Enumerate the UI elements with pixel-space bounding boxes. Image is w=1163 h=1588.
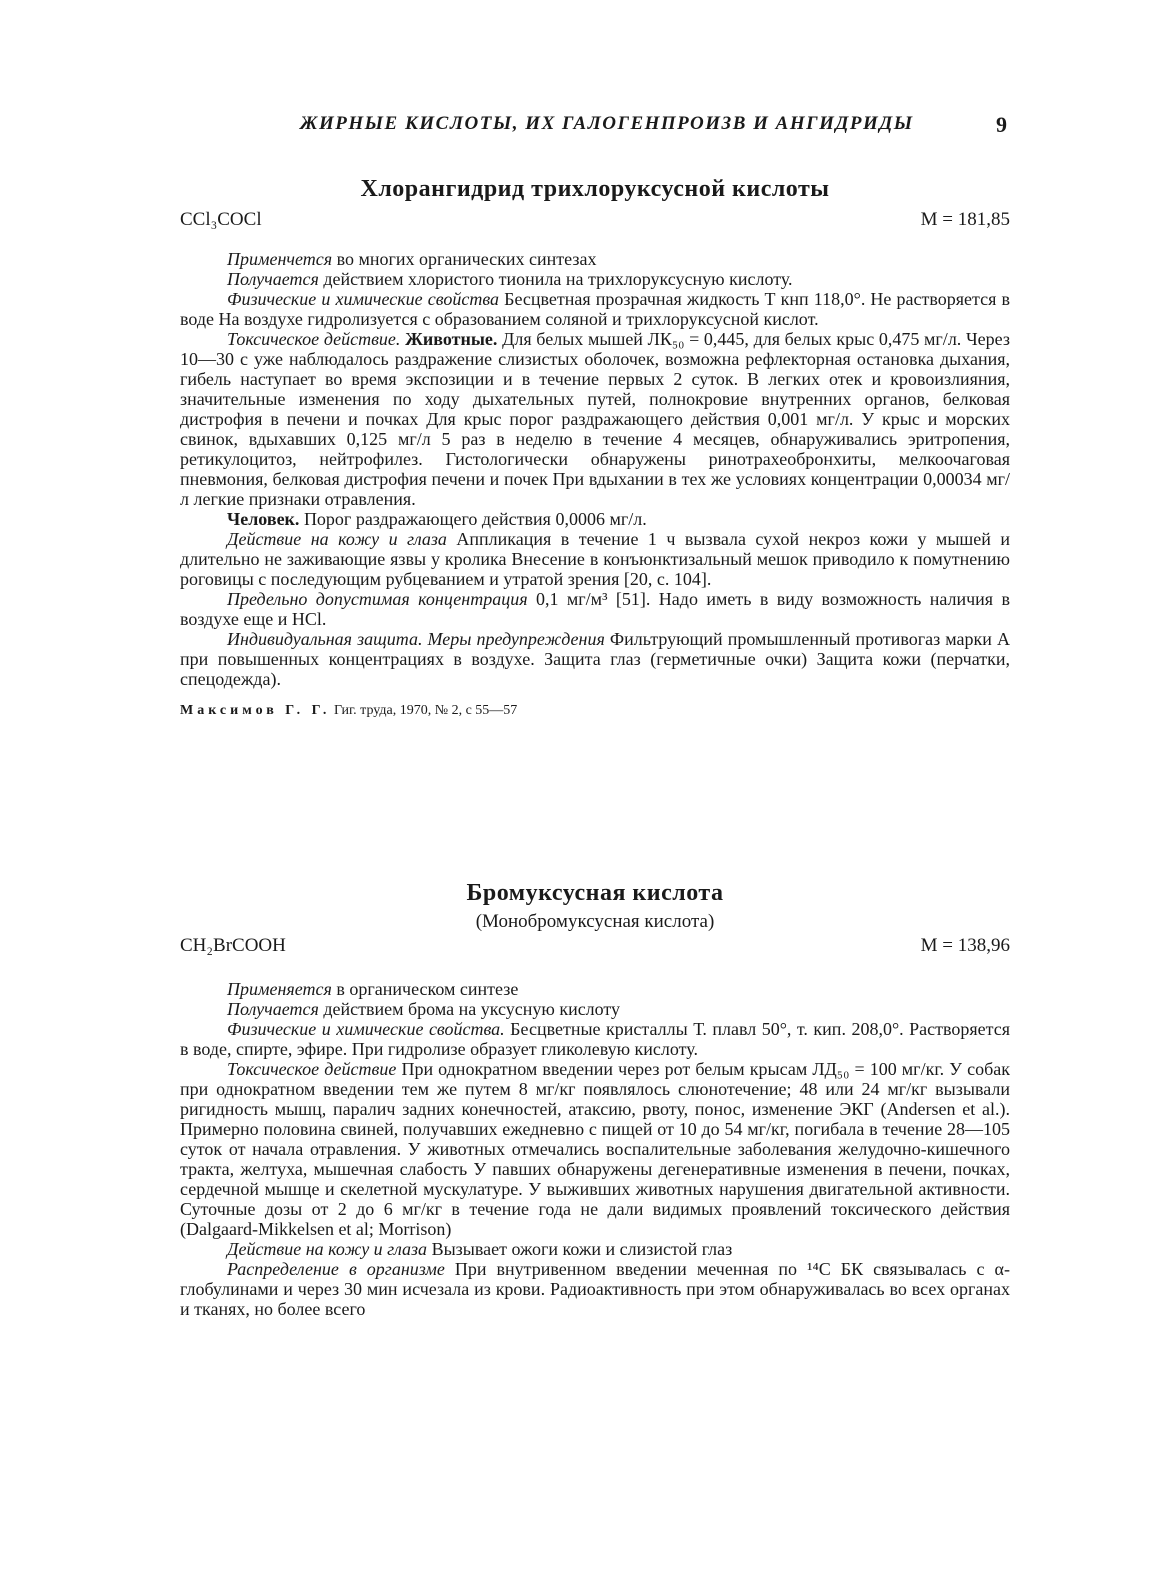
entry-title: Хлорангидрид трихлоруксусной кислоты <box>360 176 830 202</box>
paragraph <box>180 329 1010 509</box>
paragraph-lead: Получается <box>227 269 319 289</box>
paragraph-bold: Животные. <box>400 329 498 349</box>
paragraph-lead: Токсическое действие <box>227 1059 397 1079</box>
entry-body <box>180 979 1010 1319</box>
paragraph-text: 0,1 мг/м³ [51]. Надо иметь в виду возможность наличия в воздухе еще и HCl. <box>180 589 1010 629</box>
paragraph <box>180 1059 1010 1239</box>
entry-subtitle: (Монобромуксусная кислота) <box>475 911 715 932</box>
paragraph-text: Бесцветная прозрачная жидкость Т кнп 118,0°. Не растворяется в воде На воздухе гидролизуется с образованием соляной и трихлоруксусной кислот. <box>180 289 1010 329</box>
paragraph-text: Для белых мышей ЛК₅₀ = 0,445, для белых крыс 0,475 мг/л. Через 10—30 с уже наблюдалось раздражение слизистых оболочек, возможна рефлекторная остановка дыхания, гибель наступает во время экспозиции и в течение первых 2 суток. В легких отек и кровоизлияния, значительные изменения по ходу дыхательных путей, полнокровие внутренних органов, белковая дистрофия в печени и почках Для крыс порог раздражающего действия 0,001 мг/л. У крыс и морских свинок, вдыхавших 0,125 мг/л 5 раз в неделю в течение 4 месяцев, обнаруживались эритропения, ретикулоцитоз, нейтрофилез. Гистологически обнаружены ринотрахеобронхиты, мелкоочаговая пневмония, белковая дистрофия печени и почек При вдыхании в тех же условиях концентрации 0,00034 мг/л легкие признаки отравления. <box>180 329 1010 509</box>
chemical-formula: CH₂BrCOOH <box>180 935 286 956</box>
molar-mass: M = 181,85 <box>920 209 1010 230</box>
paragraph-lead: Действие на кожу и глаза <box>227 1239 428 1259</box>
paragraph-text: Фильтрующий промышленный противогаз марки А при повышенных концентрациях в воздухе. Защита глаз (герметичные очки) Защита кожи (перчатки, спецодежда). <box>180 629 1010 689</box>
paragraph-text: во многих органических синтезах <box>332 249 597 269</box>
paragraph <box>180 629 1010 689</box>
paragraph <box>180 1259 1010 1319</box>
paragraph <box>180 529 1010 589</box>
paragraph <box>180 249 1010 269</box>
formula-row <box>180 935 1010 957</box>
paragraph-text: действием хлористого тионила на трихлоруксусную кислоту. <box>318 269 793 289</box>
paragraph-text: Порог раздражающего действия 0,0006 мг/л. <box>299 509 647 529</box>
paragraph <box>180 289 1010 329</box>
paragraph-lead: Предельно допустимая концентрация <box>227 589 528 609</box>
paragraph-lead: Получается <box>227 999 319 1019</box>
paragraph-text: Аппликация в течение 1 ч вызвала сухой некроз кожи у мышей и длительно не заживающие язвы у кролика Внесение в конъюнктизальный мешок приводило к помутнению роговицы с последующим рубцеванием и утратой зрения [20, с. 104]. <box>180 529 1010 589</box>
page-number: 9 <box>996 112 1007 137</box>
paragraph-lead: Индивидуальная защита. Меры предупреждения <box>227 629 605 649</box>
paragraph-lead: Физические и химические свойства <box>227 289 500 309</box>
paragraph <box>180 1019 1010 1059</box>
reference-author: Максимов Г. Г. <box>180 703 331 718</box>
paragraph-lead: Физические и химические свойства. <box>227 1019 505 1039</box>
paragraph-lead: Применяется <box>227 979 332 999</box>
chemical-formula: CCl₃COCl <box>180 209 262 230</box>
reference-source: Гиг. труда, 1970, № 2, с 55—57 <box>330 703 518 718</box>
reference <box>180 703 1010 719</box>
running-title: ЖИРНЫЕ КИСЛОТЫ, ИХ ГАЛОГЕНПРОИЗВ И АНГИДРИДЫ <box>300 113 914 134</box>
paragraph <box>180 1239 1010 1259</box>
entry-trichloroacetyl-chloride <box>180 176 1010 719</box>
paragraph-text: Вызывает ожоги кожи и слизистой глаз <box>427 1239 733 1259</box>
paragraph <box>180 509 1010 529</box>
paragraph-text: При однократном введении через рот белым крысам ЛД₅₀ = 100 мг/кг. У собак при однократном введении тем же путем 8 мг/кг появлялось слюнотечение; 48 или 24 мг/кг вызывали ригидность мышц, паралич задних конечностей, атаксию, рвоту, понос, изменение ЭКГ (Andersen et al.). Примерно половина свиней, получавших ежедневно с пищей от 10 до 54 мг/кг, погибала в течение 28—105 суток от начала отравления. У животных отмечались воспалительные заболевания желудочно-кишечного тракта, желтуха, мышечная слабость У павших обнаружены дегенеративные изменения в печени, почках, сердечной мышце и скелетной мускулатуре. У выживших животных нарушения двигательной активности. Суточные дозы от 2 до 6 мг/кг в течение года не дали видимых проявлений токсического действия (Dalgaard-Mikkelsen et al; Morrison) <box>180 1059 1010 1239</box>
paragraph-bold: Человек. <box>227 509 300 529</box>
paragraph <box>180 979 1010 999</box>
paragraph <box>180 269 1010 289</box>
entry-bromoacetic-acid <box>180 880 1010 1319</box>
paragraph <box>180 999 1010 1019</box>
paragraph-text: При внутривенном введении меченная по ¹⁴C БК связывалась с α-глобулинами и через 30 мин исчезала из крови. Радиоактивность при этом обнаруживалась во всех органах и тканях, но более всего <box>180 1259 1010 1319</box>
paragraph-text: Бесцветные кристаллы Т. плавл 50°, т. кип. 208,0°. Растворяется в воде, спирте, эфире. При гидролизе образует гликолевую кислоту. <box>180 1019 1010 1059</box>
paragraph-text: действием брома на уксусную кислоту <box>318 999 621 1019</box>
entry-title: Бромуксусная кислота <box>466 880 724 906</box>
paragraph-lead: Действие на кожу и глаза <box>227 529 447 549</box>
formula-row <box>180 209 1010 231</box>
paragraph <box>180 589 1010 629</box>
paragraph-lead: Токсическое действие. <box>227 329 401 349</box>
paragraph-lead: Распределение в организме <box>227 1259 445 1279</box>
entry-body <box>180 249 1010 689</box>
paragraph-lead: Применчется <box>227 249 333 269</box>
molar-mass: M = 138,96 <box>920 935 1010 956</box>
paragraph-text: в органическом синтезе <box>331 979 519 999</box>
